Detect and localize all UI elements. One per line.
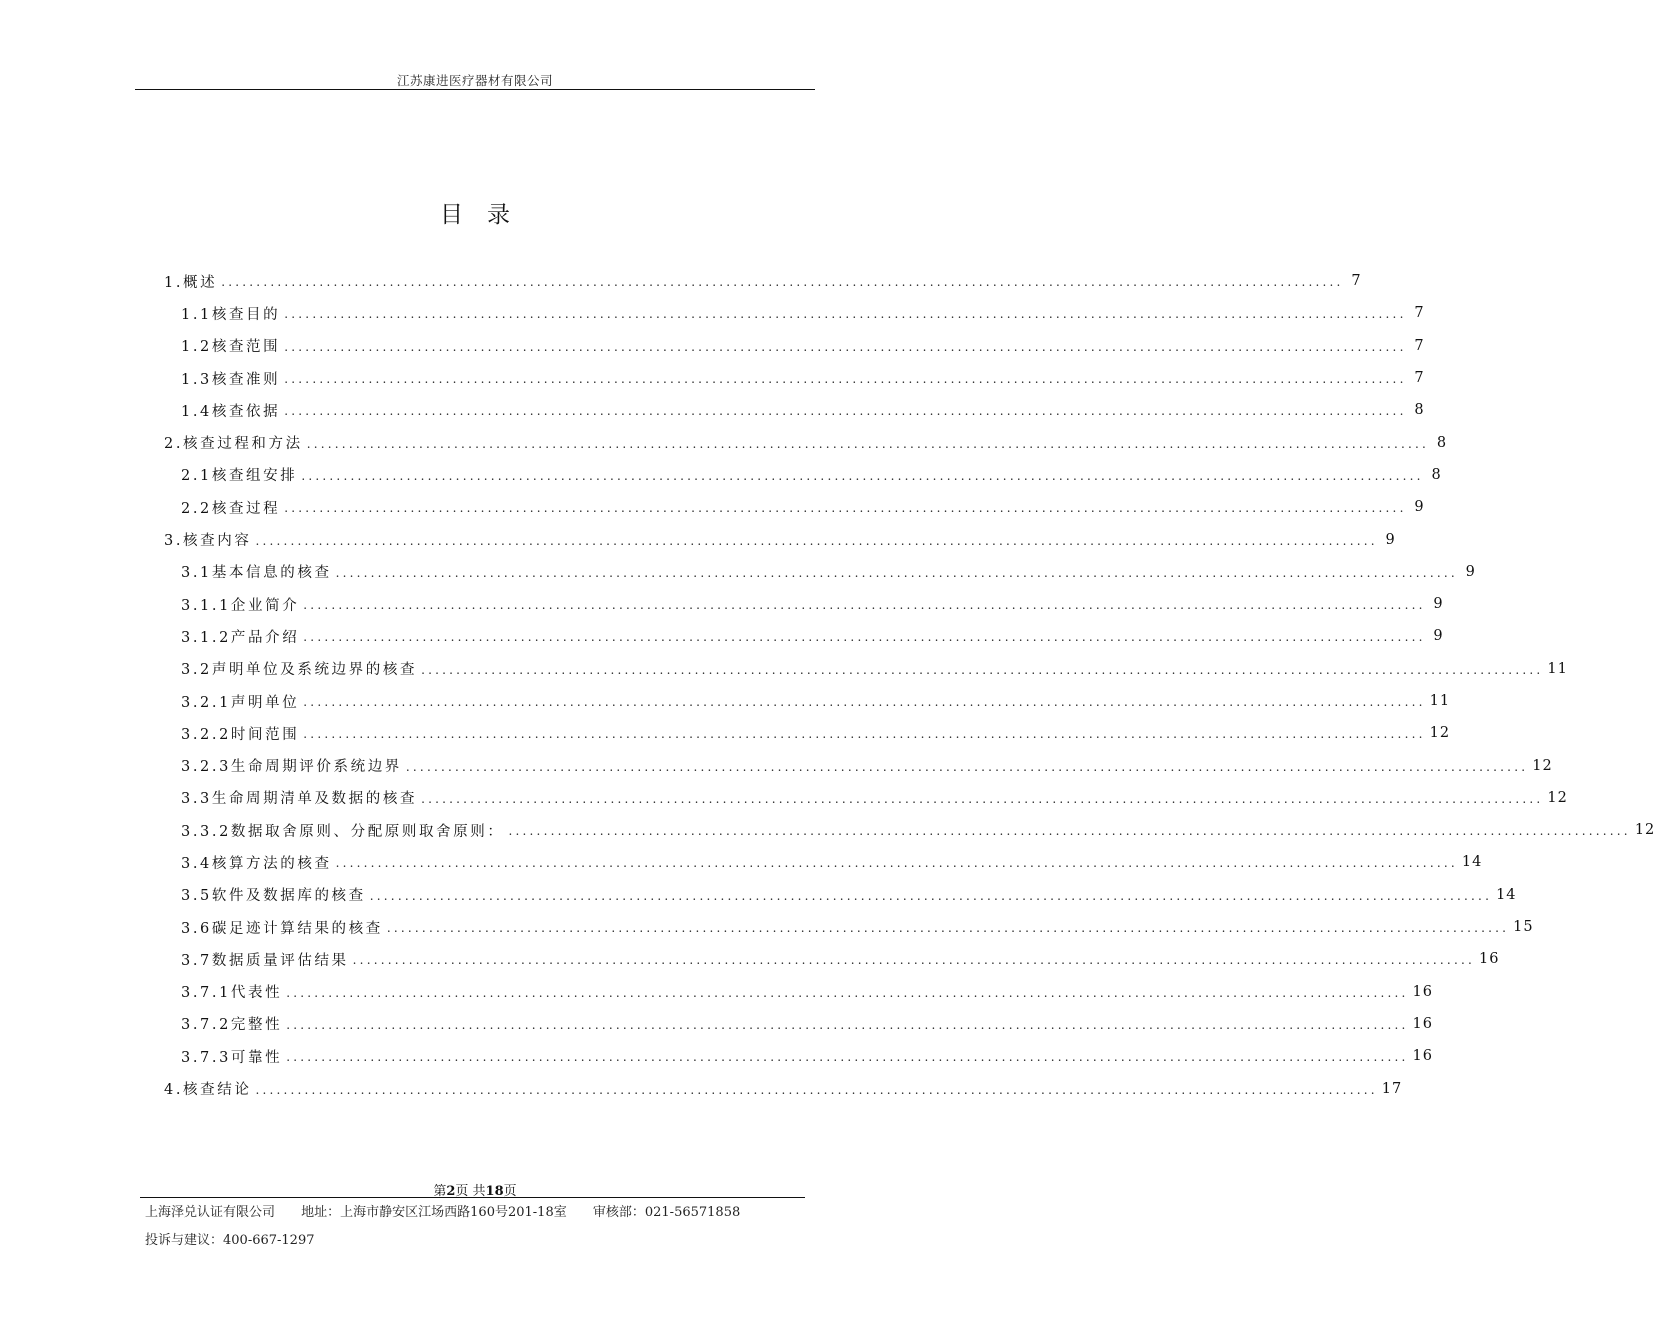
toc-entry-label: 1.2核查范围 — [181, 339, 281, 356]
toc-entry[interactable] — [160, 297, 1425, 329]
toc-dot-leader: ................................................................................................................................................................ — [369, 888, 1493, 903]
toc-entry-page: 12 — [1429, 725, 1451, 742]
toc-entry[interactable] — [160, 459, 1442, 491]
footer-complaint: 投诉与建议：400-667-1297 — [145, 1233, 315, 1248]
toc-entry[interactable] — [160, 620, 1444, 652]
toc-entry-label: 3.6碳足迹计算结果的核查 — [181, 920, 383, 937]
toc-dot-leader: ................................................................................................................................................................ — [284, 307, 1407, 322]
toc-entry[interactable] — [160, 265, 1362, 297]
toc-entry-label: 3.1.1企业简介 — [181, 597, 300, 614]
toc-entry-page: 14 — [1461, 854, 1483, 871]
toc-entry-page: 16 — [1478, 951, 1500, 968]
toc-entry[interactable] — [160, 523, 1396, 555]
toc-entry-page: 7 — [1414, 305, 1425, 322]
page-mid: 页 共 — [455, 1184, 486, 1199]
toc-entry-label: 3.4核算方法的核查 — [181, 855, 332, 872]
footer-org: 上海泽兑认证有限公司 — [145, 1205, 276, 1220]
toc-entry-label: 3.7.3可靠性 — [181, 1049, 283, 1066]
toc-dot-leader: ................................................................................................................................................................ — [303, 727, 1426, 742]
toc-entry[interactable] — [160, 1072, 1403, 1104]
toc-dot-leader: ................................................................................................................................................................ — [284, 339, 1407, 354]
toc-entry-label: 3.核查内容 — [164, 533, 252, 550]
toc-dot-leader: ................................................................................................................................................................ — [303, 598, 1426, 613]
toc-dot-leader: ................................................................................................................................................................ — [255, 533, 1378, 548]
toc-entry-page: 12 — [1634, 822, 1655, 839]
toc-entry[interactable] — [160, 879, 1517, 911]
toc-entry[interactable] — [160, 685, 1451, 717]
toc-dot-leader: ................................................................................................................................................................ — [284, 404, 1407, 419]
toc-entry[interactable] — [160, 846, 1483, 878]
toc-entry-label: 3.3生命周期清单及数据的核查 — [181, 791, 418, 808]
toc-entry-page: 9 — [1414, 499, 1425, 516]
toc-entry-label: 1.3核查准则 — [181, 371, 281, 388]
toc-entry[interactable] — [160, 588, 1444, 620]
toc-dot-leader: ................................................................................................................................................................ — [284, 372, 1407, 387]
toc-entry[interactable] — [160, 1008, 1433, 1040]
toc-entry-label: 3.1.2产品介绍 — [181, 629, 300, 646]
toc-dot-leader: ................................................................................................................................................................ — [508, 824, 1631, 839]
toc-entry-page: 17 — [1381, 1080, 1403, 1097]
toc-entry[interactable] — [160, 1040, 1433, 1072]
toc-entry[interactable] — [160, 653, 1568, 685]
toc-entry[interactable] — [160, 394, 1425, 426]
toc-entry-page: 8 — [1436, 434, 1448, 451]
toc-entry-label: 1.概述 — [164, 274, 218, 291]
toc-dot-leader: ................................................................................................................................................................ — [286, 1017, 1409, 1032]
toc-dot-leader: ................................................................................................................................................................ — [405, 759, 1529, 774]
toc-entry[interactable] — [160, 491, 1425, 523]
toc-entry-page: 9 — [1433, 628, 1444, 645]
toc-entry-label: 3.2.2时间范围 — [181, 726, 300, 743]
toc-entry[interactable] — [160, 556, 1476, 588]
toc-entry-label: 3.7数据质量评估结果 — [181, 952, 349, 969]
page-current: 2 — [446, 1184, 456, 1199]
toc-entry-label: 2.1核查组安排 — [181, 468, 298, 485]
footer-divider — [140, 1197, 805, 1198]
page-header-company: 江苏康进医疗器材有限公司 — [396, 73, 553, 88]
toc-entry-page: 7 — [1414, 370, 1425, 387]
toc-entry-page: 7 — [1351, 273, 1362, 290]
toc-entry[interactable] — [160, 782, 1568, 814]
toc-entry-page: 8 — [1431, 466, 1442, 483]
toc-entry-label: 3.2.3生命周期评价系统边界 — [181, 759, 402, 776]
toc-dot-leader: ................................................................................................................................................................ — [386, 921, 1510, 936]
toc-entry-label: 3.1基本信息的核查 — [181, 565, 332, 582]
toc-entry-label: 4.核查结论 — [164, 1082, 252, 1099]
toc-entry-page: 7 — [1414, 337, 1425, 354]
toc-entry-label: 1.1核查目的 — [181, 306, 281, 323]
toc-entry-label: 3.7.2完整性 — [181, 1017, 283, 1034]
table-of-contents — [160, 265, 1655, 1105]
toc-dot-leader: ................................................................................................................................................................ — [335, 856, 1458, 871]
toc-dot-leader: ................................................................................................................................................................ — [301, 468, 1424, 483]
toc-entry-label: 3.3.2数据取舍原则、分配原则取舍原则： — [181, 823, 505, 840]
toc-entry-page: 9 — [1465, 563, 1476, 580]
toc-dot-leader: ................................................................................................................................................................ — [286, 1050, 1409, 1065]
header-divider — [135, 89, 815, 90]
toc-entry-label: 2.2核查过程 — [181, 500, 281, 517]
footer-audit: 审核部：021-56571858 — [592, 1205, 741, 1220]
toc-entry-label: 3.5软件及数据库的核查 — [181, 888, 366, 905]
toc-entry-label: 1.4核查依据 — [181, 403, 281, 420]
toc-dot-leader: ................................................................................................................................................................ — [303, 630, 1426, 645]
toc-dot-leader: ................................................................................................................................................................ — [352, 953, 1475, 968]
toc-dot-leader: ................................................................................................................................................................ — [255, 1082, 1378, 1097]
toc-entry[interactable] — [160, 426, 1448, 458]
toc-entry[interactable] — [160, 976, 1433, 1008]
toc-entry[interactable] — [160, 943, 1500, 975]
toc-entry[interactable] — [160, 911, 1534, 943]
toc-entry-page: 14 — [1496, 886, 1517, 903]
toc-entry-page: 16 — [1412, 1048, 1433, 1065]
toc-title: 目录 — [440, 202, 534, 228]
toc-entry-page: 15 — [1513, 919, 1534, 936]
footer-contact-line — [145, 1201, 762, 1220]
toc-dot-leader: ................................................................................................................................................................ — [284, 501, 1407, 516]
toc-entry-page: 16 — [1412, 983, 1433, 1000]
toc-entry[interactable] — [160, 362, 1425, 394]
toc-entry-label: 3.7.1代表性 — [181, 985, 283, 1002]
toc-entry-page: 9 — [1433, 596, 1444, 613]
toc-entry-page: 11 — [1429, 693, 1451, 709]
toc-dot-leader: ................................................................................................................................................................ — [221, 275, 1344, 290]
toc-entry-page: 11 — [1547, 660, 1568, 677]
toc-dot-leader: ................................................................................................................................................................ — [303, 695, 1426, 709]
toc-entry[interactable] — [160, 814, 1655, 846]
page-prefix: 第 — [433, 1184, 447, 1199]
toc-entry-label: 2.核查过程和方法 — [164, 436, 303, 453]
toc-dot-leader: ................................................................................................................................................................ — [306, 436, 1430, 451]
toc-entry-page: 12 — [1532, 757, 1553, 774]
toc-entry-label: 3.2.1声明单位 — [181, 694, 300, 711]
toc-entry[interactable] — [160, 749, 1553, 781]
toc-entry-label: 3.2声明单位及系统边界的核查 — [181, 662, 418, 679]
page-suffix: 页 — [503, 1184, 517, 1199]
toc-entry[interactable] — [160, 330, 1425, 362]
footer-address: 地址：上海市静安区江场西路160号201-18室 — [301, 1205, 567, 1220]
toc-entry-page: 9 — [1385, 531, 1396, 548]
toc-dot-leader: ................................................................................................................................................................ — [421, 662, 1544, 677]
toc-dot-leader: ................................................................................................................................................................ — [286, 985, 1409, 1000]
toc-entry[interactable] — [160, 717, 1451, 749]
toc-entry-page: 12 — [1547, 789, 1568, 806]
toc-entry-page: 8 — [1414, 402, 1425, 419]
toc-dot-leader: ................................................................................................................................................................ — [335, 565, 1458, 580]
toc-entry-page: 16 — [1412, 1015, 1433, 1032]
toc-dot-leader: ................................................................................................................................................................ — [421, 791, 1544, 806]
page-total: 18 — [485, 1184, 504, 1199]
